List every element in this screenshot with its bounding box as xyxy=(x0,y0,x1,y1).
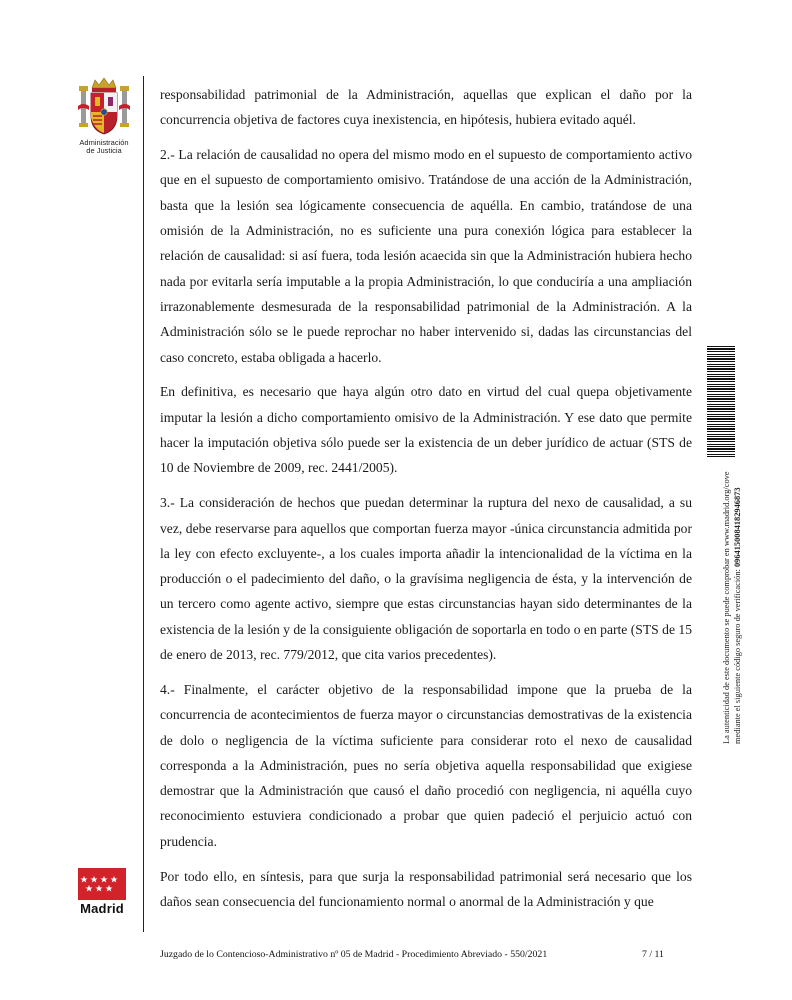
paragraph-5: 4.- Finalmente, el carácter objetivo de la responsabilidad impone que la prueba de la concurrencia de acontecimientos de fuerza mayor o circunstancias demostrativas de la existencia de dolo o negligencia de la víctima suficiente para considerar roto el nexo de causalidad corresponda a la Administración, pues no sería objetiva aquella responsabilidad que exigiese demostrar que la Administración que causó el daño procedió con negligencia, ni aquélla cuyo reconocimiento estuviera condicionado a probar que quien padeció el perjuicio actuó con prudencia. xyxy=(160,681,692,849)
madrid-logo-text: Madrid xyxy=(80,901,124,916)
verification-line1: La autenticidad de este documento se puede comprobar en www.madrid.org/cove xyxy=(722,471,731,744)
paragraph-2: 2.- La relación de causalidad no opera del mismo modo en el supuesto de comportamiento activo que en el supuesto de comportamiento omisivo. Tratándose de una acción de la Administración, basta que la lesión sea lógicamente consecuencia de aquélla. En cambio, tratándose de una omisión de la Administración, no es suficiente una pura conexión lógica para establecer la relación de causalidad: si así fuera, toda lesión acaecida sin que la Administración hubiera hecho nada por evitarla sería imputable a la propia Administración, lo que conduciría a una ampliación irrazonablemente desmesurada de la responsabilidad patrimonial de la Administración. A la Administración sólo se le puede reprochar no haber intervenido si, dadas las circunstancias del caso concreto, estaba obligada a hacerlo. xyxy=(160,147,692,365)
emblem-caption-line2: de Justicia xyxy=(86,146,122,155)
paragraph-4: 3.- La consideración de hechos que puedan determinar la ruptura del nexo de causalidad, a su vez, debe reservarse para aquellos que comportan fuerza mayor -única circunstancia admitida por la ley con efecto excluyente-, a los cuales importa añadir la intencionalidad de la víctima en la producción o el padecimiento del daño, o la gravísima negligencia de ésta, y la intervención de un tercero como agente activo, siempre que estas circunstancias hayan sido determinantes de la existencia de la lesión y de la consiguiente obligación de soportarla en todo o en parte (STS de 15 de enero de 2013, rec. 779/2012, que cita varios precedentes). xyxy=(160,495,692,663)
footer-court-text: Juzgado de lo Contencioso-Administrativo nº 05 de Madrid - Procedimiento Abreviado - 550/2021 xyxy=(160,949,548,960)
verification-text xyxy=(721,471,743,744)
emblem-caption xyxy=(74,139,134,155)
verification-strip xyxy=(704,346,742,744)
verification-line2-prefix: mediante el siguiente código seguro de verificación: xyxy=(733,569,742,744)
document-body xyxy=(160,82,692,924)
madrid-flag-icon xyxy=(78,868,126,900)
paragraph-1: responsabilidad patrimonial de la Administración, aquellas que explican el daño por la concurrencia objetiva de factores cuya inexistencia, en hipótesis, hubiera evitado aquél. xyxy=(160,87,692,128)
emblem-caption-line1: Administración xyxy=(79,138,129,147)
page-number: 7 / 11 xyxy=(642,949,664,960)
coat-of-arms-logo xyxy=(74,76,134,155)
coat-of-arms-icon xyxy=(77,76,131,138)
barcode-icon xyxy=(707,346,735,458)
verification-line2 xyxy=(732,471,743,744)
verification-code: 0964150084182946873 xyxy=(733,487,742,568)
paragraph-6: Por todo ello, en síntesis, para que surja la responsabilidad patrimonial será necesario que los daños sean consecuencia del funcionamiento normal o anormal de la Administración y que xyxy=(160,868,692,909)
madrid-logo xyxy=(78,868,126,916)
paragraph-3: En definitiva, es necesario que haya algún otro dato en virtud del cual quepa objetivamente imputar la lesión a dicho comportamiento omisivo de la Administración. Y ese dato que permite hacer la imputación objetiva sólo puede ser la existencia de un deber jurídico de actuar (STS de 10 de Noviembre de 2009, rec. 2441/2005). xyxy=(160,384,692,476)
margin-divider xyxy=(143,76,144,932)
